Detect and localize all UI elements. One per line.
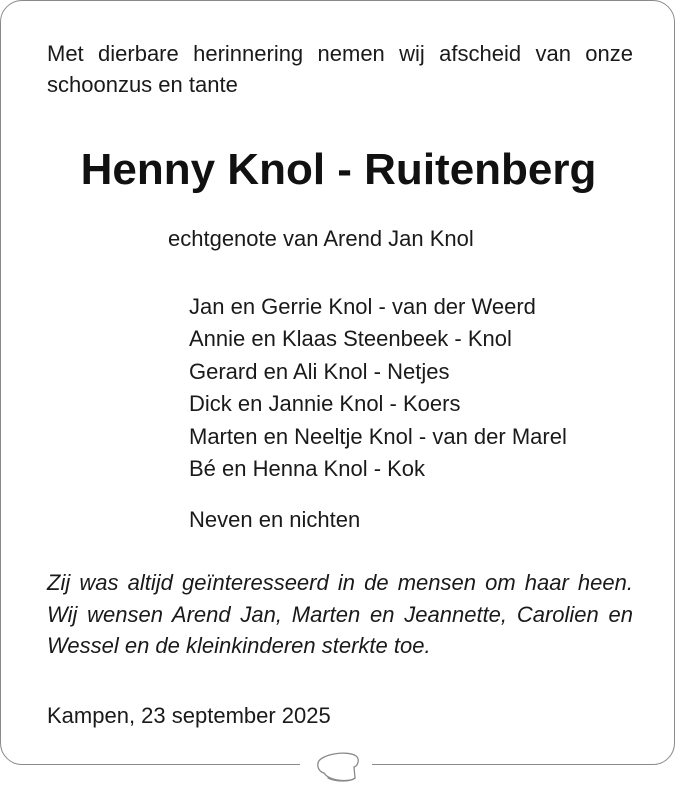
family-member: Jan en Gerrie Knol - van der Weerd bbox=[189, 294, 536, 319]
spouse-line: echtgenote van Arend Jan Knol bbox=[168, 226, 474, 251]
deceased-name: Henny Knol - Ruitenberg bbox=[80, 145, 597, 194]
condolence-message: Zij was altijd geïnteresseerd in de mensen om haar heen. Wij wensen Arend Jan, Marten en Jeannette, Carolien en Wessel en de kleinkinderen sterkte toe. bbox=[47, 570, 633, 658]
family-member: Bé en Henna Knol - Kok bbox=[189, 455, 426, 481]
family-member: Dick en Jannie Knol - Koers bbox=[189, 391, 461, 417]
hat-icon bbox=[308, 742, 368, 784]
family-member: Gerard en Ali Knol - Netjes bbox=[189, 358, 450, 384]
intro-text: Met dierbare herinnering nemen wij afscheid van onze schoonzus en tante bbox=[47, 41, 633, 97]
relatives-line: Neven en nichten bbox=[189, 507, 361, 532]
family-member: Marten en Neeltje Knol - van der Marel bbox=[189, 423, 567, 449]
family-list bbox=[189, 291, 567, 485]
place-date: Kampen, 23 september 2025 bbox=[47, 703, 331, 728]
family-member: Annie en Klaas Steenbeek - Knol bbox=[189, 326, 512, 352]
